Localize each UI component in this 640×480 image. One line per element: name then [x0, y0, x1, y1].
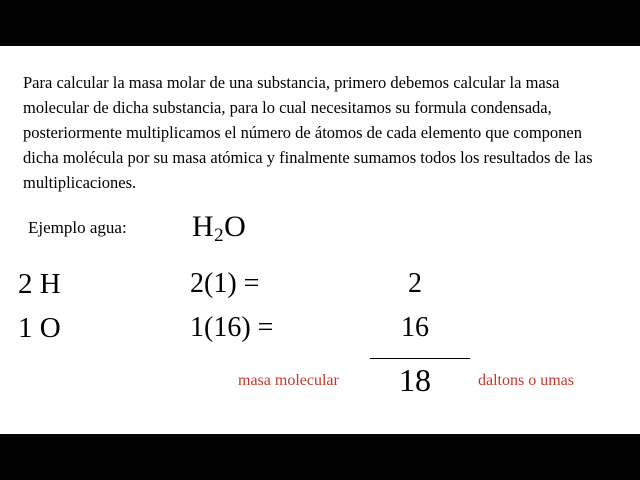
chemical-formula [192, 210, 246, 244]
molecular-mass-label: masa molecular [238, 372, 339, 389]
atom-count-row-2: 1 O [18, 312, 61, 344]
multiplication-row-1: 2(1) = [190, 268, 260, 299]
multiplication-row-2: 1(16) = [190, 312, 274, 343]
explanation-paragraph: Para calcular la masa molar de una substancia, primero debemos calcular la masa molecular de dicha substancia, para lo cual necesitamos su formula condensada, posteriormente multiplicamos el número de átomos de cada elemento que componen dicha molécula por su masa atómica y finalmente sumamos todos los resultados de las multiplicaciones. [23, 73, 593, 193]
molecular-mass-total: 18 [399, 362, 431, 398]
atom-count-row-1: 2 H [18, 268, 61, 300]
result-row-2: 16 [401, 312, 429, 343]
result-row-1: 2 [408, 268, 422, 299]
formula-subscript-hydrogen: 2 [214, 225, 225, 246]
formula-element-hydrogen: H [192, 210, 215, 243]
slide-content [0, 46, 640, 434]
units-label: daltons o umas [478, 372, 574, 389]
letterbox-bar-top [0, 0, 640, 46]
example-label: Ejemplo agua: [28, 218, 127, 237]
sum-rule-line [370, 358, 470, 359]
letterbox-bar-bottom [0, 434, 640, 480]
formula-element-oxygen: O [224, 210, 247, 243]
